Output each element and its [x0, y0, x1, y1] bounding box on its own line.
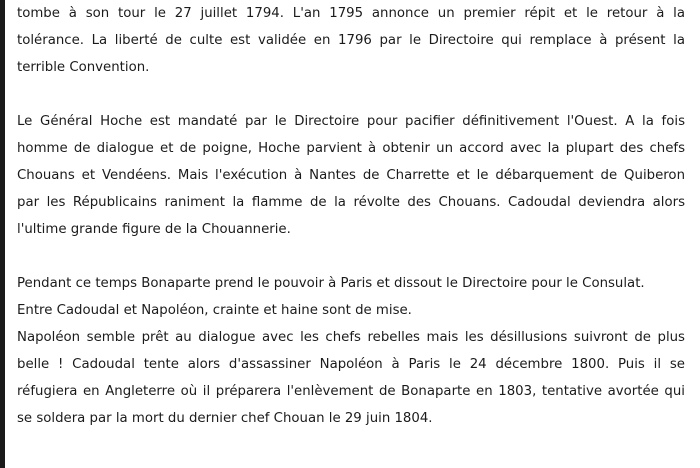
scan-edge [0, 0, 5, 468]
paragraph-line: homme de dialogue et de poigne, Hoche parvient à obtenir un accord avec la plupart des chefs [17, 141, 685, 156]
paragraph-line: tombe à son tour le 27 juillet 1794. L'an 1795 annonce un premier répit et le retour à la [17, 6, 685, 21]
paragraph-line: Chouans et Vendéens. Mais l'exécution à Nantes de Charrette et le débarquement de Quiberon [17, 168, 685, 183]
paragraph-gap [17, 243, 685, 270]
paragraph-3 [17, 270, 685, 432]
paragraph-line: Pendant ce temps Bonaparte prend le pouvoir à Paris et dissout le Directoire pour le Consulat. [17, 276, 645, 291]
paragraph-line: terrible Convention. [17, 60, 150, 75]
paragraph-line: l'ultime grande figure de la Chouannerie. [17, 222, 291, 237]
paragraph-gap [17, 81, 685, 108]
paragraph-line: par les Républicains raniment la flamme de la révolte des Chouans. Cadoudal deviendra alors [17, 195, 685, 210]
paragraph-1 [17, 0, 685, 81]
paragraph-line: se soldera par la mort du dernier chef Chouan le 29 juin 1804. [17, 411, 433, 426]
document-text [17, 0, 685, 432]
paragraph-2 [17, 108, 685, 243]
paragraph-line: Le Général Hoche est mandaté par le Directoire pour pacifier définitivement l'Ouest. A la fois [17, 114, 685, 129]
paragraph-line: Napoléon semble prêt au dialogue avec les chefs rebelles mais les désillusions suivront de plus [17, 330, 685, 345]
paragraph-line: réfugiera en Angleterre où il préparera l'enlèvement de Bonaparte en 1803, tentative avortée qui [17, 384, 685, 399]
paragraph-line: belle ! Cadoudal tente alors d'assassiner Napoléon à Paris le 24 décembre 1800. Puis il se [17, 357, 685, 372]
paragraph-line: tolérance. La liberté de culte est validée en 1796 par le Directoire qui remplace à présent la [17, 33, 685, 48]
paragraph-line: Entre Cadoudal et Napoléon, crainte et haine sont de mise. [17, 303, 412, 318]
